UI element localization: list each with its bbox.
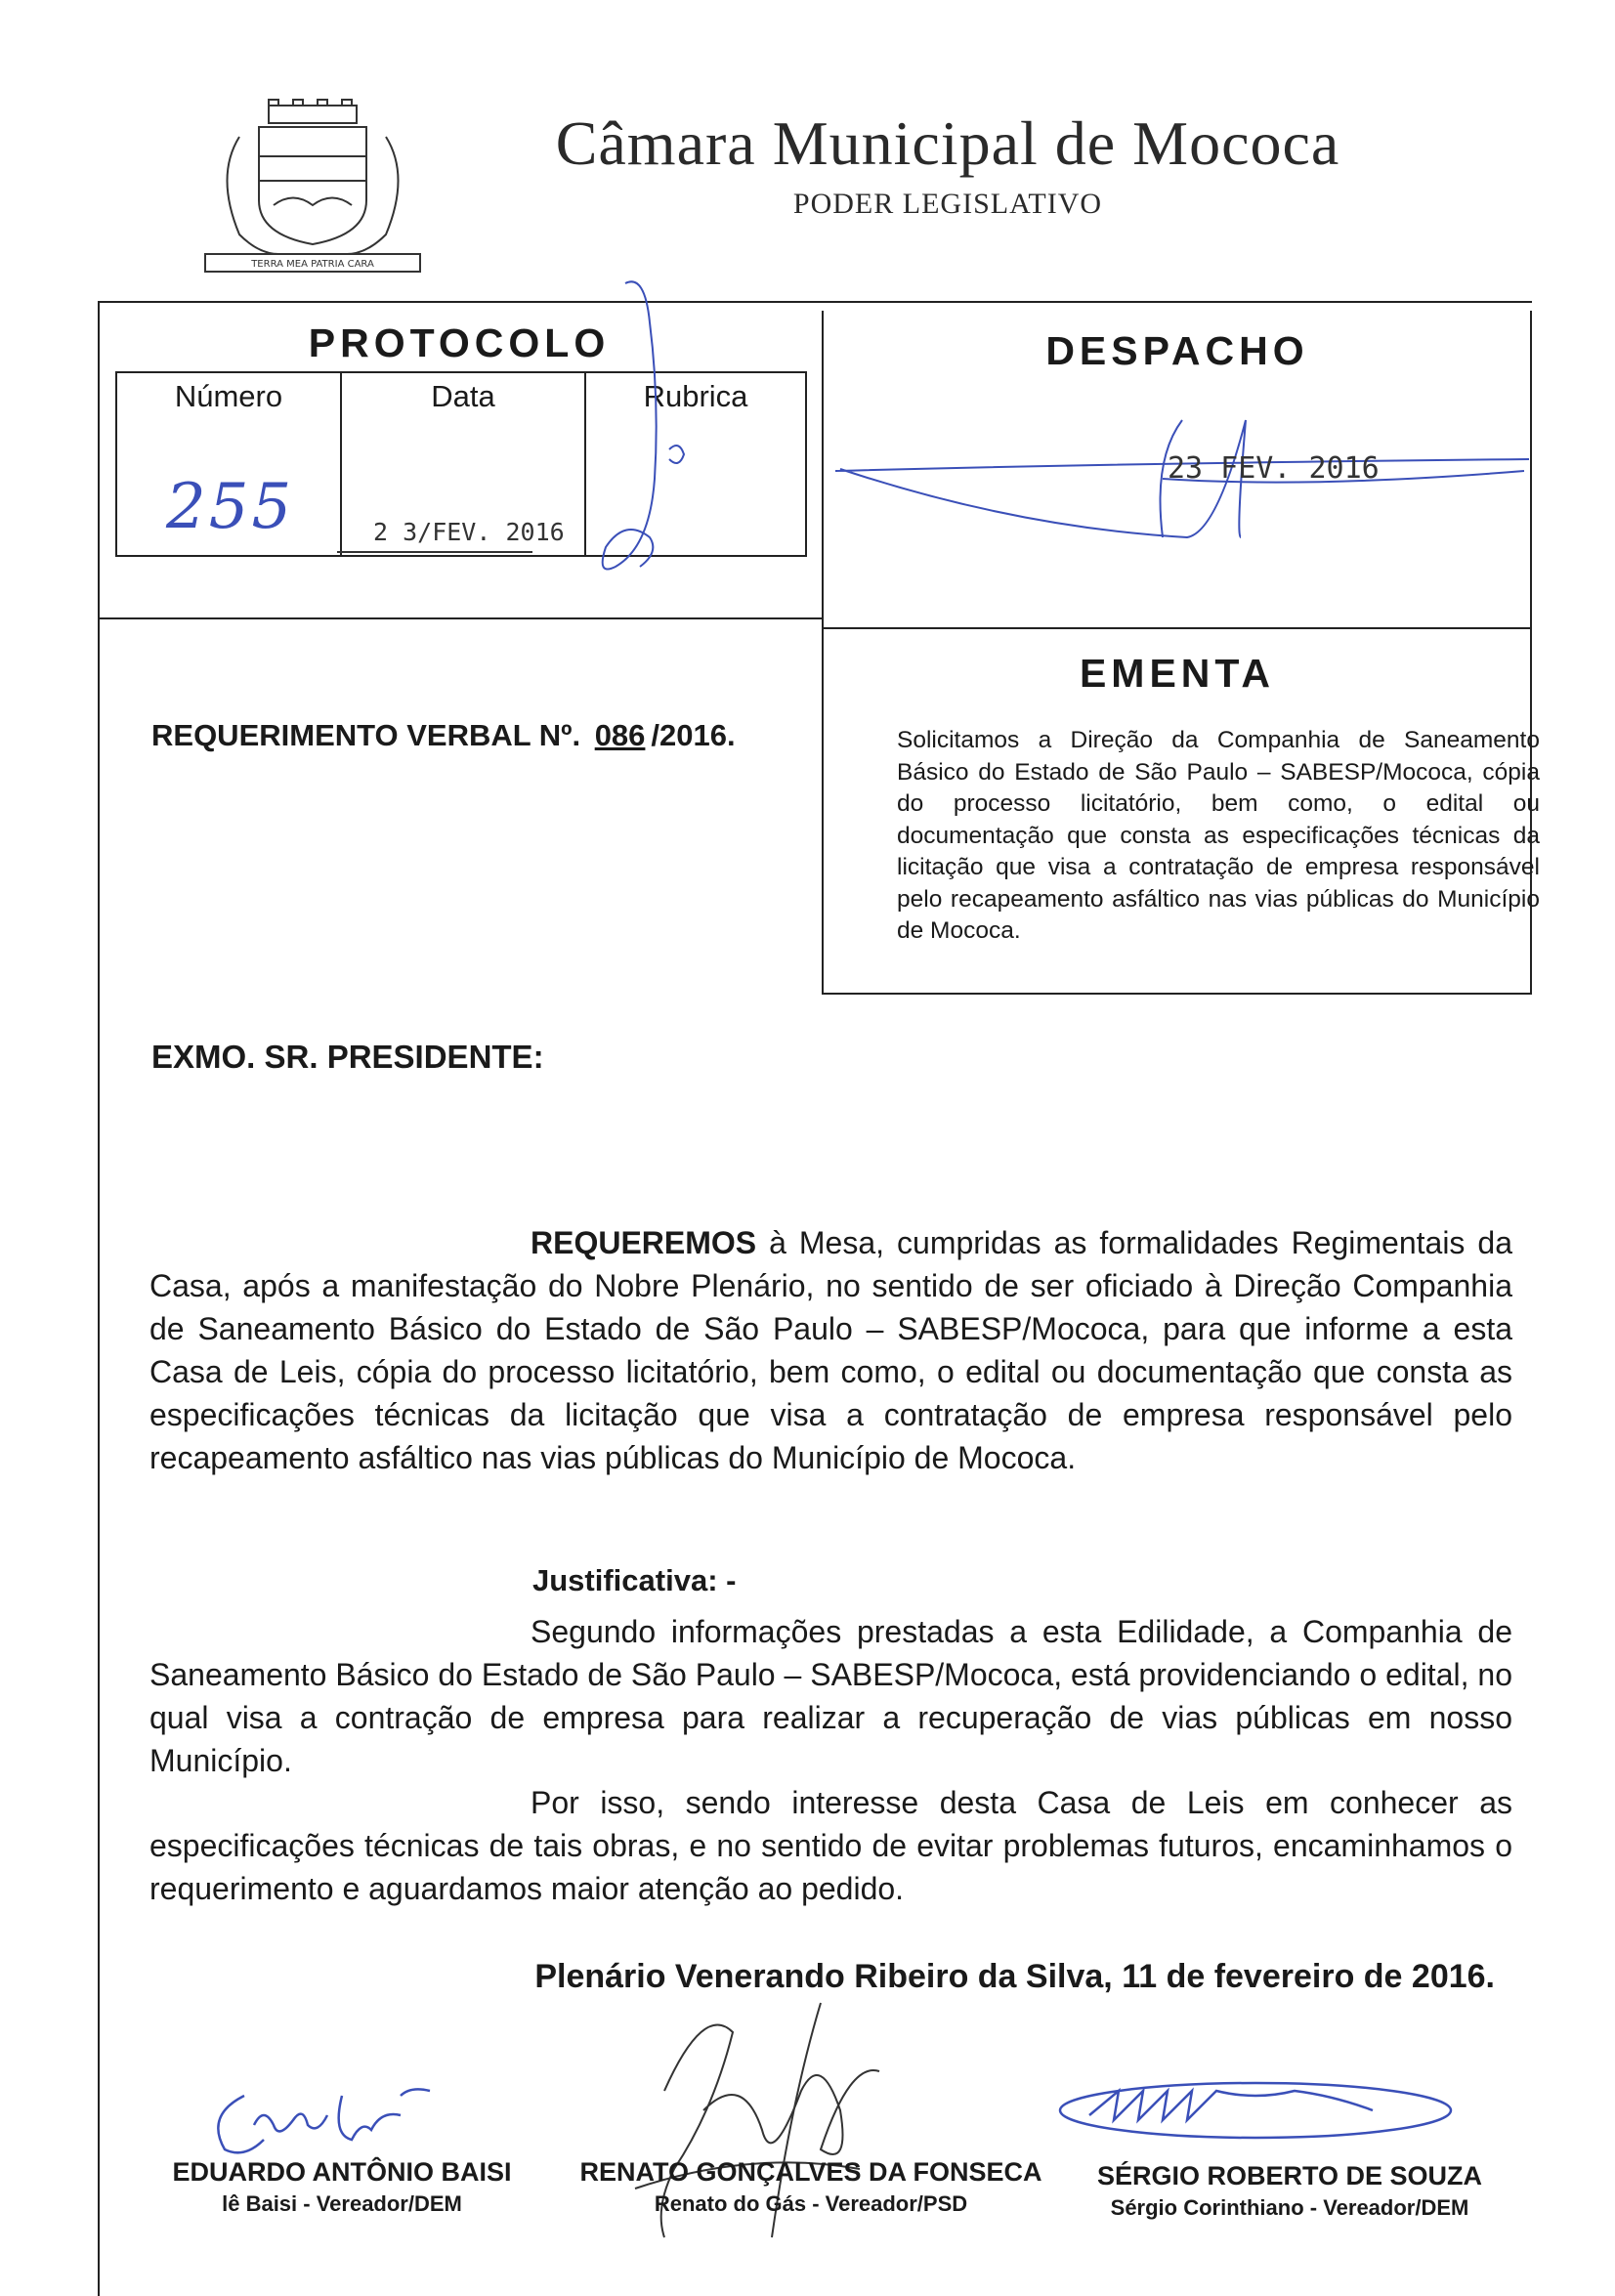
protocolo-title: PROTOCOLO <box>308 320 611 365</box>
body-paragraph-2 <box>149 1610 1512 1782</box>
signatory-1-name: EDUARDO ANTÔNIO BAISI <box>172 2157 512 2187</box>
body-paragraph-1 <box>149 1221 1512 1479</box>
signature-souza-icon <box>1050 2071 1461 2149</box>
protocolo-date-stamp: 2 3/FEV. 2016 <box>373 518 565 546</box>
requeremos-lead: REQUEREMOS <box>531 1225 757 1260</box>
row-divider-left <box>98 617 823 619</box>
salutation: EXMO. SR. PRESIDENTE: <box>151 1039 544 1075</box>
justificativa-title: Justificativa: - <box>532 1563 737 1597</box>
signatory-2 <box>557 2157 1065 2217</box>
requerimento-number: 086 <box>594 718 646 752</box>
date-underline <box>337 551 532 553</box>
signature-baisi-icon <box>205 2076 449 2164</box>
ementa-title: EMENTA <box>1079 651 1276 696</box>
signatory-2-name: RENATO GONÇALVES DA FONSECA <box>579 2157 1042 2187</box>
para2-text: Segundo informações prestadas a esta Edilidade, a Companhia de Saneamento Básico do Estado de São Paulo – SABESP/Mococa, está providenciando o edital, no qual visa a contração de empresa para realizar a recuperação de vias públicas em nosso Município. <box>149 1614 1512 1778</box>
signatory-3-name: SÉRGIO ROBERTO DE SOUZA <box>1096 2161 1483 2190</box>
despacho-signature-icon <box>830 410 1534 576</box>
requerimento-suffix: /2016. <box>651 718 736 752</box>
rubrica-signature-icon <box>596 274 733 576</box>
ementa-bottom-line <box>823 993 1532 995</box>
signatory-2-role: Renato do Gás - Vereador/PSD <box>654 2191 968 2216</box>
requerimento-prefix: REQUERIMENTO VERBAL Nº. <box>151 718 581 752</box>
place-date: Plenário Venerando Ribeiro da Silva, 11 de fevereiro de 2016. <box>534 1958 1495 1995</box>
ementa-text: Solicitamos a Direção da Companhia de Saneamento Básico do Estado de São Paulo – SABESP/Mococa, cópia do processo licitatório, bem como, o edital ou documentação que consta as especificações técnicas da licitação que visa a contratação de empresa responsável pelo recapeamento asfáltico nas vias públicas do Município de Mococa. <box>897 727 1540 944</box>
protocolo-numero-header: Número <box>174 379 283 413</box>
row-divider-right <box>823 627 1532 629</box>
signatory-3-role: Sérgio Corinthiano - Vereador/DEM <box>1110 2195 1469 2220</box>
signatory-1 <box>117 2157 567 2217</box>
signatory-1-role: lê Baisi - Vereador/DEM <box>222 2191 462 2216</box>
svg-text:TERRA MEA PATRIA CARA: TERRA MEA PATRIA CARA <box>251 259 374 270</box>
protocolo-numero-handwritten: 255 <box>166 471 295 543</box>
body-paragraph-3 <box>149 1781 1512 1910</box>
signatory-3 <box>1065 2161 1514 2221</box>
column-divider <box>822 311 824 995</box>
protocolo-data-header: Data <box>431 379 495 413</box>
protocolo-rubrica-header: Rubrica <box>643 379 748 413</box>
municipal-crest-logo <box>200 98 425 278</box>
despacho-title: DESPACHO <box>1045 328 1309 373</box>
despacho-date-stamp: 23 FEV. 2016 <box>1168 451 1380 486</box>
requerimento-title <box>151 718 736 753</box>
org-name: Câmara Municipal de Mococa <box>555 108 1340 178</box>
org-subtitle: PODER LEGISLATIVO <box>792 188 1103 220</box>
para3-text: Por isso, sendo interesse desta Casa de Leis em conhecer as especificações técnicas de tais obras, e no sentido de evitar problemas futuros, encaminhamos o requerimento e aguardamos maior atenção ao pedido. <box>149 1785 1512 1906</box>
para1-text: à Mesa, cumpridas as formalidades Regimentais da Casa, após a manifestação do Nobre Plenário, no sentido de ser oficiado à Direção Companhia de Saneamento Básico do Estado de São Paulo – SABESP/Mococa, para que informe a esta Casa de Leis, cópia do processo licitatório, bem como, o edital ou documentação que consta as especificações técnicas da licitação que visa a contratação de empresa responsável pelo recapeamento asfáltico nas vias públicas do Município de Mococa. <box>149 1225 1512 1475</box>
